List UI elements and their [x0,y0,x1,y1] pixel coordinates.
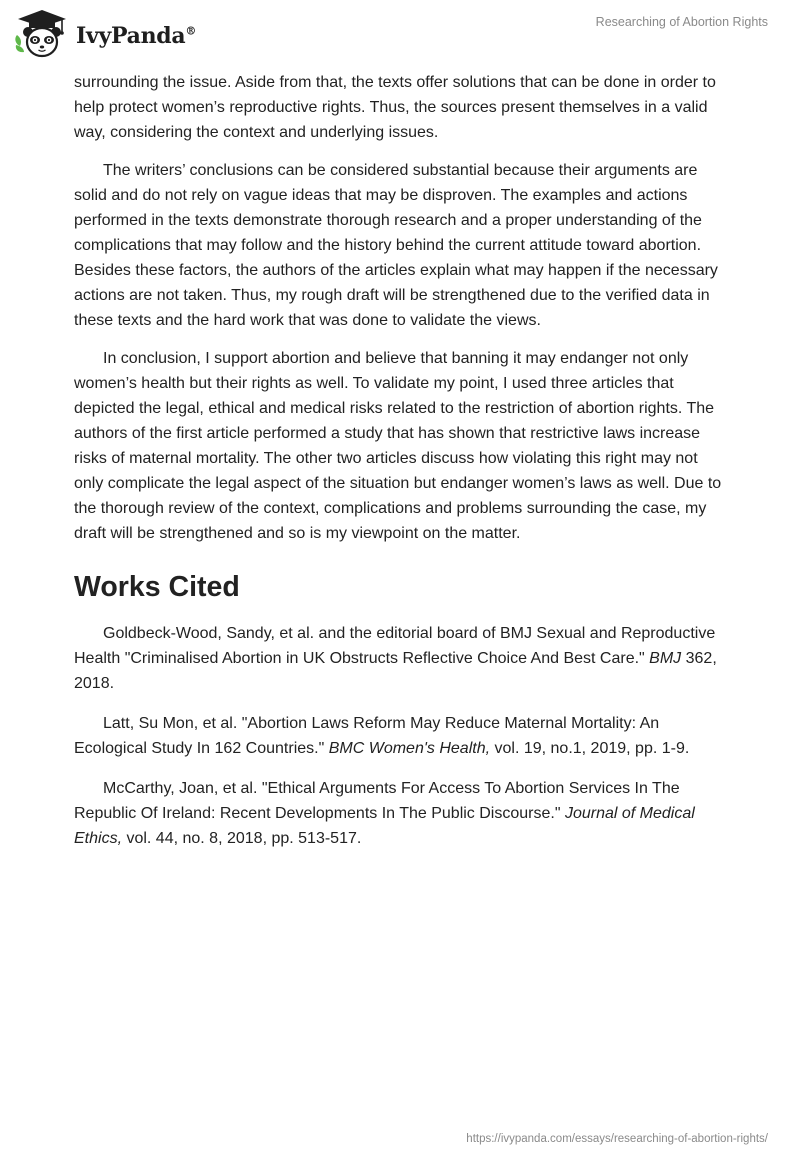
brand-logo[interactable] [14,8,196,60]
source-url-link[interactable]: https://ivypanda.com/essays/researching-of-abortion-rights/ [466,1133,768,1145]
essay-content [74,70,726,866]
paragraph: In conclusion, I support abortion and believe that banning it may endanger not only women’s health but their rights as well. To validate my point, I used three articles that depicted the legal, ethical and medical risks related to the restriction of abortion rights. The authors of the first article performed a study that has shown that restrictive laws increase risks of maternal mortality. The other two articles discuss how violating this right may not only complicate the legal aspect of the situation but endanger women’s laws as well. Due to the thorough review of the context, complications and problems surrounding the case, my draft will be strengthened and so is my viewpoint on the matter. [74,350,722,542]
panda-graduate-icon [14,8,70,60]
page-header [0,0,800,70]
works-cited-heading: Works Cited [74,571,240,603]
registered-mark: ® [185,24,197,38]
paragraph: surrounding the issue. Aside from that, the texts offer solutions that can be done in order to help protect women’s reproductive rights. Thus, the sources present themselves in a valid way, considering the context and underlying issues. [74,74,716,141]
brand-name: IvyPanda® [76,23,197,49]
journal-title: BMC Women's Health, [328,740,491,757]
citation: McCarthy, Joan, et al. "Ethical Arguments For Access To Abortion Services In The Republic Of Ireland: Recent Developments In The Public Discourse." Journal of Medical Ethics, vol. 44, no. 8, 2018, pp. 513-517. [74,780,695,847]
document-title: Researching of Abortion Rights [595,15,768,29]
citation: Goldbeck-Wood, Sandy, et al. and the editorial board of BMJ Sexual and Reproductive Health "Criminalised Abortion in UK Obstructs Reflective Choice And Best Care." BMJ 362, 2018. [74,625,717,692]
journal-title: BMJ [649,650,682,667]
paragraph: The writers’ conclusions can be considered substantial because their arguments are solid and do not rely on vague ideas that may be disproven. The examples and actions performed in the texts demonstrate thorough research and a proper understanding of the complications that may follow and the history behind the current attitude toward abortion. Besides these factors, the authors of the articles explain what may happen if the necessary actions are not taken. Thus, my rough draft will be strengthened due to the verified data in these texts and the hard work that was done to validate the views. [74,162,718,329]
journal-title: Journal of Medical Ethics, [74,805,695,847]
citation: Latt, Su Mon, et al. "Abortion Laws Reform May Reduce Maternal Mortality: An Ecological Study In 162 Countries." BMC Women's Health, vol. 19, no.1, 2019, pp. 1-9. [74,715,690,757]
